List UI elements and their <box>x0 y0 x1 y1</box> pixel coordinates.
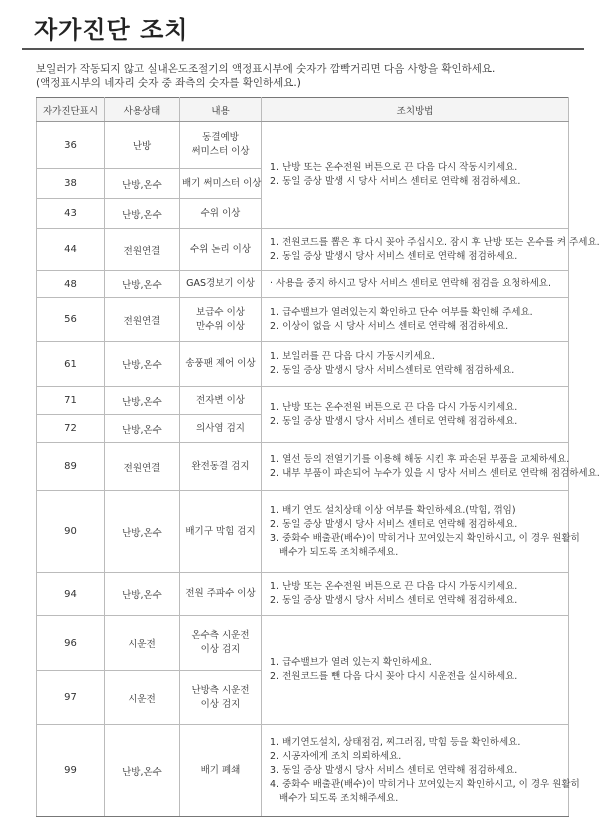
code-cell: 48 <box>37 271 105 298</box>
text-line: 전자변 이상 <box>196 394 245 406</box>
text-line: 송풍팬 제어 이상 <box>185 358 256 369</box>
action-cell <box>262 725 580 817</box>
text-line: 1. 배기 연도 설치상태 이상 여부를 확인하세요.(막힘, 꺾임) <box>270 504 516 516</box>
content-cell <box>180 229 262 271</box>
code-cell: 61 <box>37 342 105 387</box>
content-cell <box>180 671 262 725</box>
state-cell: 전원연결 <box>105 229 180 271</box>
action-cell <box>262 122 569 229</box>
code-cell: 90 <box>37 491 105 573</box>
text-line: 동결예방 <box>202 132 239 143</box>
header-state: 사용상태 <box>105 98 180 122</box>
text-line: 2. 동일 증상 발생시 당사 서비스 센터로 연락해 점검하세요. <box>270 595 518 606</box>
content-cell <box>180 387 262 415</box>
code-cell: 43 <box>37 199 105 229</box>
text-line: 2. 이상이 없을 시 당사 서비스 센터로 연락해 점검하세요. <box>270 320 509 332</box>
text-line: · 사용을 중지 하시고 당사 서비스 센터로 연락해 점검을 요청하세요. <box>270 278 551 289</box>
code-cell: 44 <box>37 229 105 271</box>
text-line: GAS경보기 이상 <box>186 278 255 289</box>
action-cell <box>262 271 569 298</box>
action-cell <box>262 491 580 573</box>
state-cell: 난방,온수 <box>105 387 180 415</box>
text-line: 3. 중화수 배출관(배수)이 막히거나 꼬여있는지 확인하시고, 이 경우 원활히 <box>270 532 580 544</box>
header-action: 조치방법 <box>262 98 569 122</box>
content-cell <box>180 199 262 229</box>
table-row <box>37 271 569 298</box>
table-row <box>37 387 569 415</box>
text-line: 만수위 이상 <box>196 320 245 332</box>
code-cell: 96 <box>37 616 105 671</box>
text-line: 수위 이상 <box>200 207 241 219</box>
text-line: 2. 동일 증상 발생시 당사 서비스 센터로 연락해 점검하세요. <box>270 518 518 530</box>
intro-line-2: (액정표시부의 네자리 숫자 중 좌측의 숫자를 확인하세요.) <box>36 77 301 89</box>
intro-line-1: 보일러가 작동되지 않고 실내온도조절기의 액정표시부에 숫자가 깜빡거리면 다음 사항을 확인하세요. <box>36 63 496 75</box>
table-row <box>37 342 569 387</box>
text-line: 1. 보일러를 끈 다음 다시 가동시키세요. <box>270 351 435 362</box>
code-cell: 89 <box>37 443 105 491</box>
table-row <box>37 229 569 271</box>
table-row <box>37 122 569 169</box>
state-cell: 난방,온수 <box>105 573 180 616</box>
table-row <box>37 491 569 573</box>
intro-text <box>36 62 581 90</box>
content-cell <box>180 415 262 443</box>
state-cell: 시운전 <box>105 671 180 725</box>
text-line: 2. 내부 부품이 파손되어 누수가 있을 시 당사 서비스 센터로 연락해 점검하세요. <box>270 467 600 479</box>
text-line: 4. 중화수 배출관(배수)이 막히거나 꼬여있는지 확인하시고, 이 경우 원활히 <box>270 778 580 790</box>
text-line: 1. 열선 등의 전열기기를 이용해 해동 시킨 후 파손된 부품을 교체하세요. <box>270 453 570 465</box>
content-cell <box>180 491 262 573</box>
table-row <box>37 573 569 616</box>
text-line: 2. 시공자에게 조치 의뢰하세요. <box>270 750 402 762</box>
code-cell: 36 <box>37 122 105 169</box>
text-line: 보급수 이상 <box>196 306 245 318</box>
state-cell: 난방,온수 <box>105 491 180 573</box>
code-cell: 71 <box>37 387 105 415</box>
code-cell: 56 <box>37 298 105 342</box>
action-cell <box>262 616 569 725</box>
table-row <box>37 443 569 491</box>
text-line: 배기구 막힘 검지 <box>185 525 256 537</box>
content-cell <box>180 616 262 671</box>
text-line: 2. 동일 증상 발생 시 당사 서비스 센터로 연락해 점검하세요. <box>270 176 521 187</box>
text-line: 의사염 검지 <box>196 422 245 434</box>
code-cell: 72 <box>37 415 105 443</box>
text-line: 1. 급수밸브가 열려있는지 확인하고 단수 여부를 확인해 주세요. <box>270 306 533 318</box>
content-cell <box>180 725 262 817</box>
text-line: 난방측 시운전 <box>191 684 250 696</box>
code-cell: 94 <box>37 573 105 616</box>
table-row <box>37 298 569 342</box>
text-line: 완전동결 검지 <box>191 460 250 472</box>
text-line: 배수가 되도록 조치해주세요. <box>270 792 399 804</box>
action-cell <box>262 387 569 443</box>
content-cell <box>180 122 262 169</box>
content-cell <box>180 342 262 387</box>
state-cell: 난방,온수 <box>105 725 180 817</box>
action-cell <box>262 443 600 491</box>
text-line: 써미스터 이상 <box>191 146 250 157</box>
header-content: 내용 <box>180 98 262 122</box>
text-line: 배수가 되도록 조치해주세요. <box>270 546 399 558</box>
text-line: 1. 난방 또는 온수전원 버튼으로 끈 다음 다시 작동시키세요. <box>270 162 518 173</box>
state-cell: 난방,온수 <box>105 342 180 387</box>
text-line: 이상 검지 <box>200 698 241 710</box>
state-cell: 난방,온수 <box>105 169 180 199</box>
title-divider <box>22 48 584 50</box>
code-cell: 97 <box>37 671 105 725</box>
text-line: 배기 폐쇄 <box>200 764 241 776</box>
table-header-row <box>37 98 569 122</box>
content-cell <box>180 443 262 491</box>
action-cell <box>262 573 569 616</box>
text-line: 배기 써미스터 이상 <box>182 177 262 189</box>
text-line: 2. 동일 증상 발생시 당사 서비스 센터로 연락해 점검하세요. <box>270 250 518 262</box>
table-row <box>37 725 569 817</box>
text-line: 온수측 시운전 <box>191 630 250 641</box>
header-code: 자가진단표시 <box>37 98 105 122</box>
content-cell <box>180 169 262 199</box>
text-line: 1. 급수밸브가 열려 있는지 확인하세요. <box>270 657 432 668</box>
text-line: 이상 검지 <box>200 644 241 655</box>
code-cell: 38 <box>37 169 105 199</box>
code-cell: 99 <box>37 725 105 817</box>
state-cell: 난방,온수 <box>105 271 180 298</box>
text-line: 1. 난방 또는 온수전원 버튼으로 끈 다음 다시 가동시키세요. <box>270 401 518 413</box>
state-cell: 전원연결 <box>105 443 180 491</box>
content-cell <box>180 573 262 616</box>
state-cell: 전원연결 <box>105 298 180 342</box>
text-line: 전원 주파수 이상 <box>185 588 256 599</box>
diagnosis-table <box>36 97 600 817</box>
content-cell <box>180 271 262 298</box>
text-line: 1. 난방 또는 온수전원 버튼으로 끈 다음 다시 가동시키세요. <box>270 581 518 592</box>
text-line: 3. 동일 증상 발생시 당사 서비스 센터로 연락해 점검하세요. <box>270 764 518 776</box>
action-cell <box>262 229 600 271</box>
action-cell <box>262 342 569 387</box>
action-cell <box>262 298 569 342</box>
content-cell <box>180 298 262 342</box>
state-cell: 난방,온수 <box>105 199 180 229</box>
text-line: 2. 동일 증상 발생시 당사 서비스센터로 연락해 점검하세요. <box>270 365 515 376</box>
state-cell: 시운전 <box>105 616 180 671</box>
text-line: 2. 동일 증상 발생시 당사 서비스 센터로 연락해 점검하세요. <box>270 415 518 427</box>
state-cell: 난방,온수 <box>105 415 180 443</box>
state-cell: 난방 <box>105 122 180 169</box>
table-row <box>37 616 569 671</box>
text-line: 2. 전원코드를 뺀 다음 다시 꽂아 다시 시운전을 실시하세요. <box>270 671 518 682</box>
text-line: 수위 논리 이상 <box>189 243 252 255</box>
text-line: 1. 전원코드를 뽑은 후 다시 꽂아 주십시오. 잠시 후 난방 또는 온수를 켜 주세요. <box>270 236 600 248</box>
text-line: 1. 배기연도설치, 상태점검, 찌그러짐, 막힘 등을 확인하세요. <box>270 736 521 748</box>
page-title: 자가진단 조치 <box>34 16 189 44</box>
